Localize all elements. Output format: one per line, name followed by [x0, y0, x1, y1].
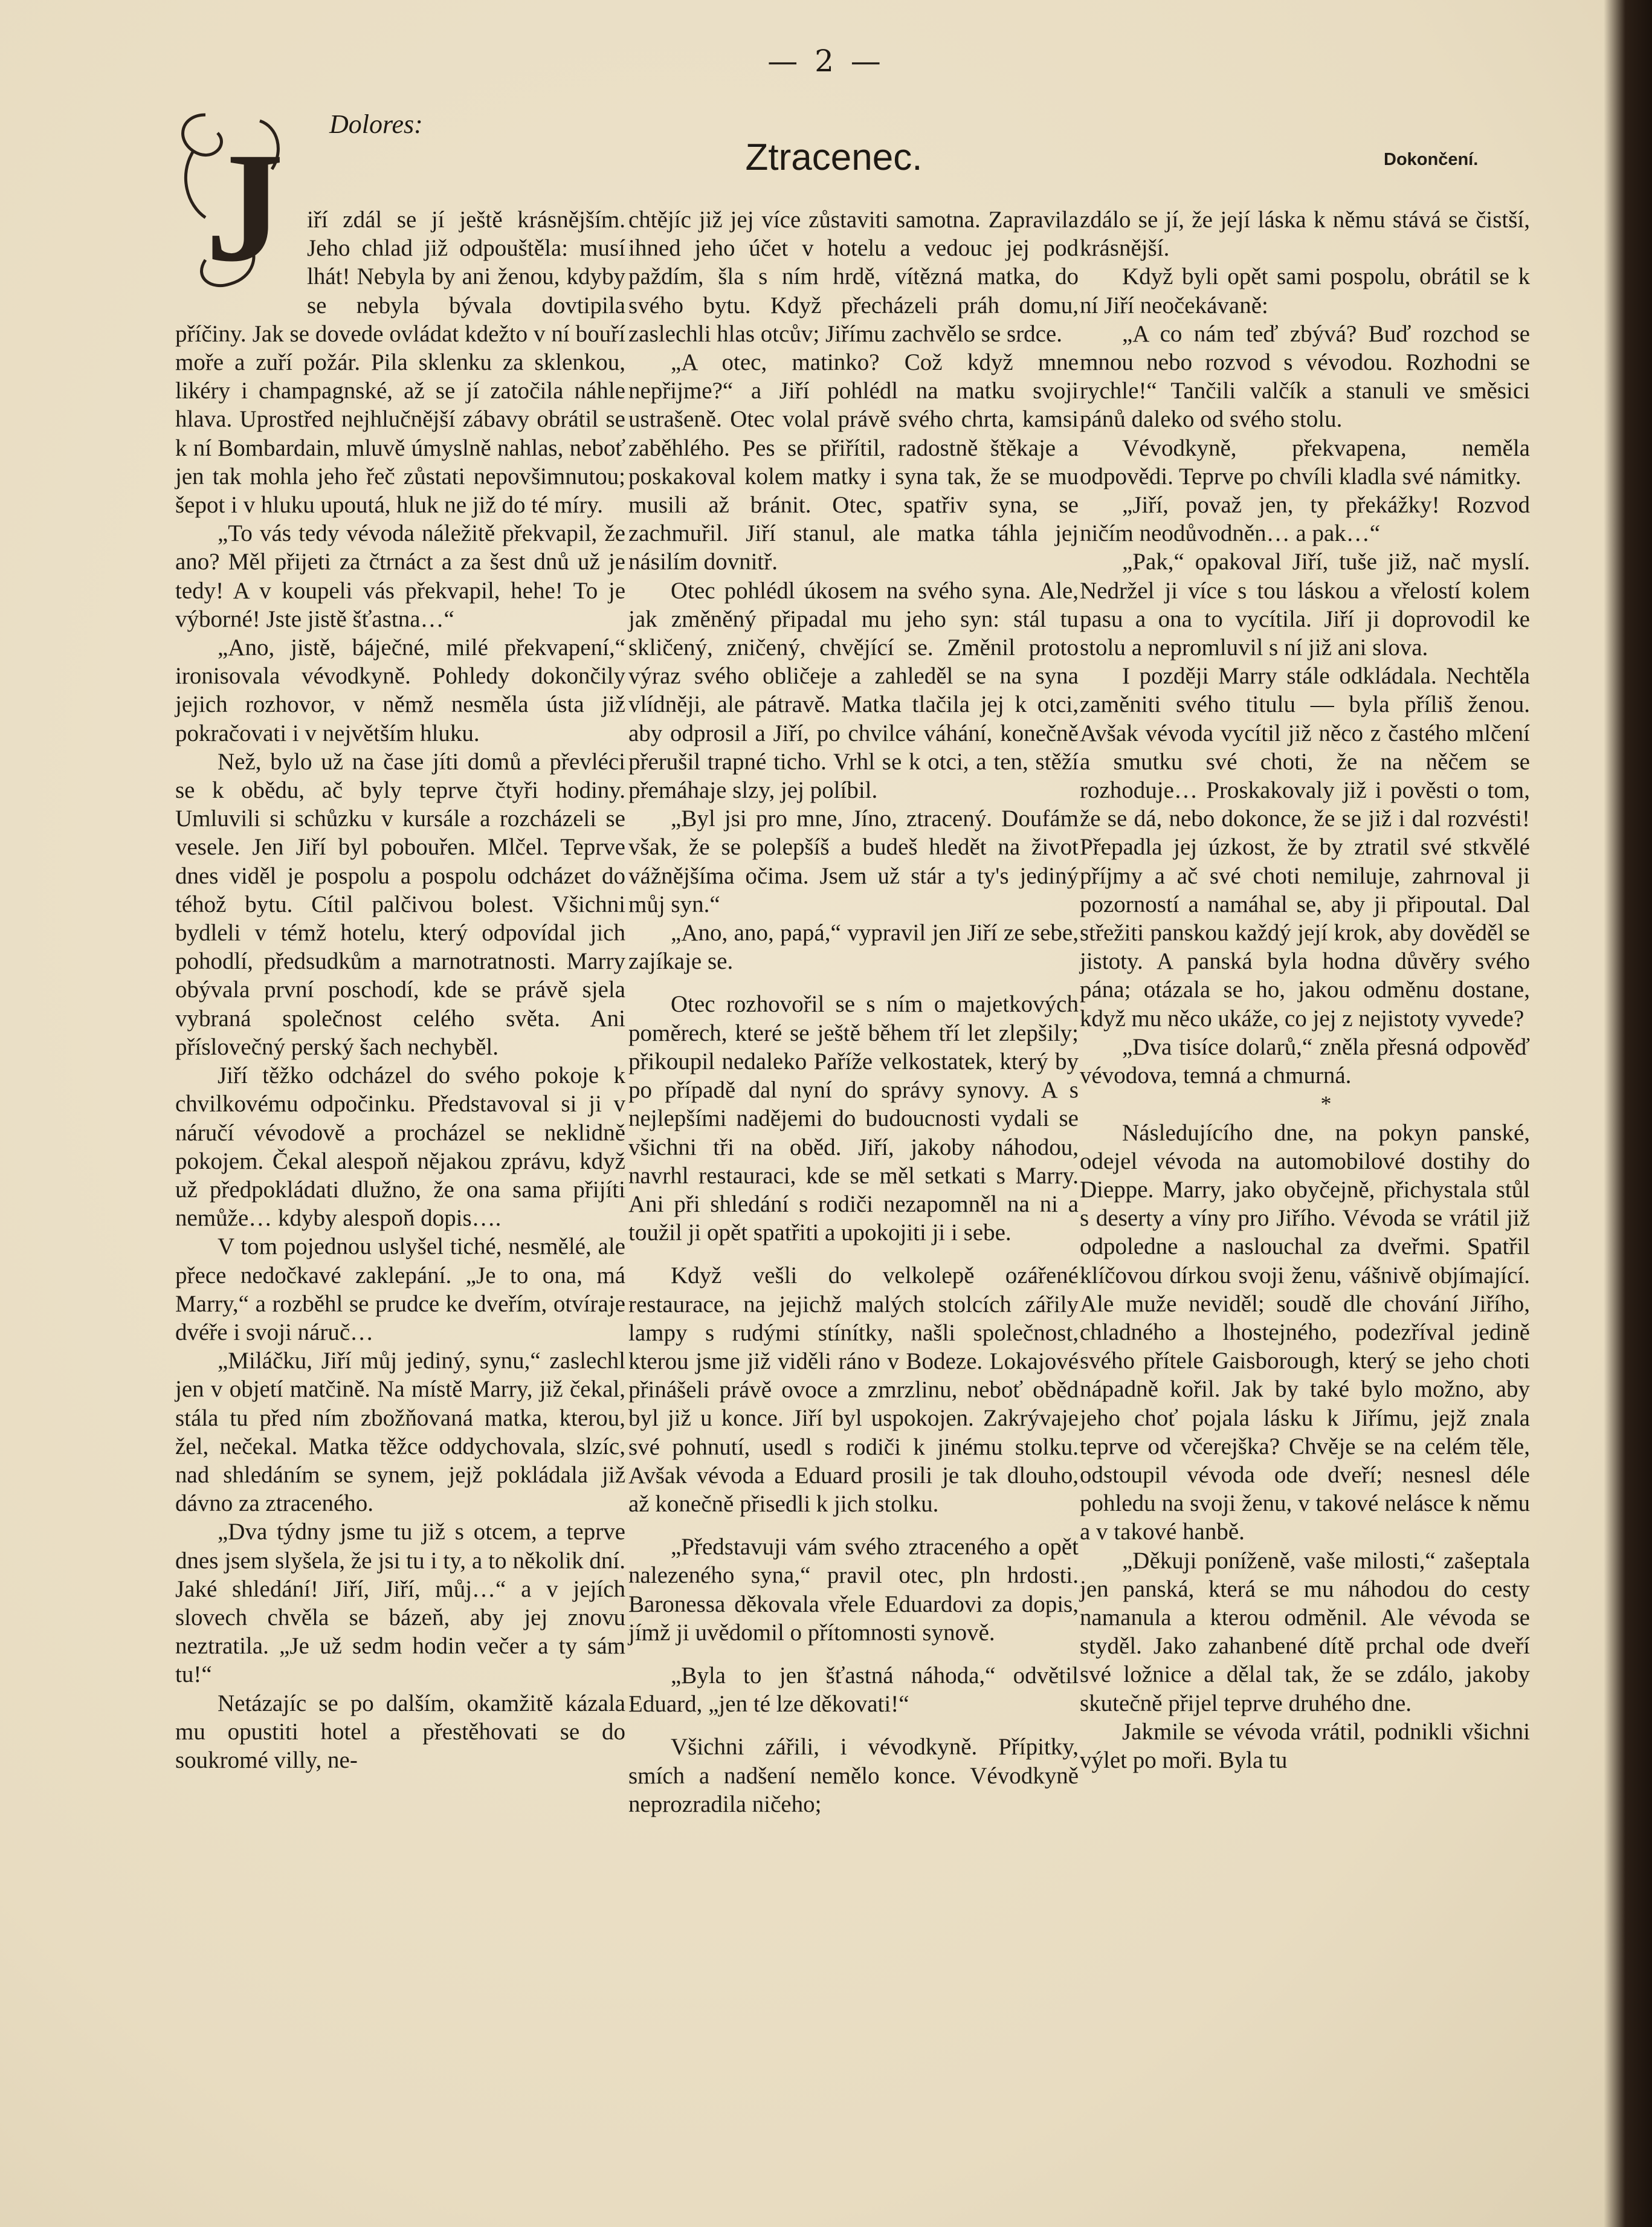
dropcap-flourish-left: [186, 151, 205, 218]
text-column-2: [628, 205, 1079, 1818]
paragraph: „Ano, ano, papá,“ vypravil jen Jiří ze sebe, zajíkaje se.: [628, 920, 1079, 975]
paragraph: zdálo se jí, že její láska k němu stává se čistší, krásnější.: [1080, 207, 1530, 262]
paragraph: Otec pohlédl úkosem na svého syna. Ale, jak změněný připadal mu jeho syn: stál tu skličený, zničený, chvějící se. Změnil proto výraz svého obličeje a zahleděl se na syna vlídněji, ale pátravě. Matka tlačila jej k otci, aby odprosil a Jiří, po chvilce váhání, konečně přerušil trapné ticho. Vrhl se k otci, a ten, stěží přemáhaje slzy, jej políbil.: [628, 577, 1079, 804]
paragraph: V tom pojednou uslyšel tiché, nesmělé, ale přece nedočkavé zaklepání. „Je to ona, má Marry,“ a rozběhl se prudce ke dveřím, otvíraje dvéře i svoji náruč…: [175, 1233, 625, 1345]
paragraph: Následujícího dne, na pokyn panské, odejel vévoda na automobilové dostihy do Dieppe. Marry, jako obyčejně, přichystala stůl s deserty a víny pro Jiřího. Vévoda se vrátil již odpoledne a naslouchal za dveřmi. Spatřil klíčovou dírkou svoji ženu, vášnivě objímající. Ale muže neviděl; soudě dle chování Jiřího, chladného a lhostejného, podezříval jedině svého přítele Gaisborough, který se jeho choti nápadně kořil. Jak by také bylo možno, aby jeho choť pojala lásku k Jiřímu, jejž znala teprve od včerejška? Chvěje se na celém těle, odstoupil vévoda ode dveří; nesnesl déle pohledu na svoji ženu, v takové nelásce k němu a v takové hanbě.: [1080, 1119, 1530, 1545]
paragraph: Vévodkyně, překvapena, neměla odpovědi. Teprve po chvíli kladla své námitky.: [1080, 435, 1530, 490]
paragraph: „Dva týdny jsme tu již s otcem, a teprve dnes jsem slyšela, že jsi tu i ty, a to několik dní. Jaké shledání! Jiří, Jiří, můj…“ a v jejích slovech chvěla se bázeň, aby jej znovu neztratila. „Je už sedm hodin večer a ty sám tu!“: [175, 1519, 625, 1688]
paragraph: „A co nám teď zbývá? Buď rozchod se mnou nebo rozvod s vévodou. Rozhodni se rychle!“ Tančili valčík a stanuli ve směsici pánů daleko od svého stolu.: [1080, 320, 1530, 433]
paragraph: Když byli opět sami pospolu, obrátil se k ní Jiří neočekávaně:: [1080, 263, 1530, 318]
author-name: Dolores:: [329, 109, 423, 139]
paragraph: „Děkuji poníženě, vaše milosti,“ zašeptala jen panská, která se mu náhodou do cesty namanula a kterou odměnil. Ale vévoda se styděl. Jako zahanbené dítě prchal ode dveří své ložnice a dělal tak, že se zdálo, jakoby skutečně přijel teprve druhého dne.: [1080, 1547, 1530, 1716]
paragraph: chtějíc již jej více zůstaviti samotna. Zapravila ihned jeho účet v hotelu a vedouc jej pod paždím, šla s ním hrdě, vítězná matka, do svého bytu. Když přecházeli práh domu, zaslechli hlas otcův; Jiřímu zachvělo se srdce.: [628, 207, 1079, 347]
paragraph: „Byl jsi pro mne, Jíno, ztracený. Doufám však, že se polepšíš a budeš hledět na život vážnějšíma očima. Jsem už stár a ty's jediný můj syn.“: [628, 806, 1079, 917]
paragraph: „Jiří, považ jen, ty překážky! Rozvod ničím neodůvodněn… a pak…“: [1080, 492, 1530, 547]
paragraph: „Představuji vám svého ztraceného a opět nalezeného syna,“ pravil otec, pln hrdosti. Baronessa děkovala vřele Eduardovi za dopis, jímž ji uvědomil o přítomnosti synově.: [628, 1534, 1079, 1646]
paragraph: „Dva tisíce dolarů,“ zněla přesná odpověď vévodova, temná a chmurná.: [1080, 1033, 1530, 1089]
paragraph: „Ano, jistě, báječné, milé překvapení,“ ironisovala vévodkyně. Pohledy dokončily jejich rozhovor, v němž nesměla ústa již pokračovati i v největším hluku.: [175, 635, 625, 746]
paragraph: Když vešli do velkolepě ozářené restaurace, na jejichž malých stolcích zářily lampy s rudými stínítky, našli společnost, kterou jsme již viděli ráno v Bodeze. Lokajové přinášeli právě ovoce a zmrzlinu, neboť oběd byl již u konce. Jiří byl uspokojen. Zakrývaje své pohnutí, usedl s rodiči k jinému stolku. Avšak vévoda a Eduard prosili je tak dlouho, až konečně přisedli k jich stolku.: [628, 1262, 1079, 1517]
page-number: — 2 —: [767, 44, 885, 79]
dropcap-letter: J: [205, 120, 284, 294]
paragraph: Všichni zářili, i vévodkyně. Přípitky, smích a nadšení nemělo konce. Vévodkyně neprozradila ničeho;: [628, 1734, 1079, 1817]
paragraph: Netázajíc se po dalším, okamžitě kázala mu opustiti hotel a přestěhovati se do soukromé villy, ne-: [175, 1690, 625, 1773]
text-column-3: [1080, 205, 1530, 1774]
paragraph: „A otec, matinko? Což když mne nepřijme?“ a Jiří pohlédl na matku svoji ustrašeně. Otec volal právě svého chrta, kamsi zaběhlého. Pes se přiřítil, radostně štěkaje a poskakoval kolem matky i syna tak, že se mu musili až bránit. Otec, spatřiv syna, se zachmuřil. Jiří stanul, ale matka táhla jej násilím dovnitř.: [628, 349, 1079, 575]
binding-shadow: [1604, 0, 1652, 2227]
paragraph: Jiří těžko odcházel do svého pokoje k chvilkovému odpočinku. Představoval si ji v náručí vévodově a procházel se neklidně pokojem. Čekal alespoň nějakou zprávu, když už předpokládati dlužno, že ona sama přijíti nemůže… kdyby alespoň dopis….: [175, 1062, 625, 1232]
paragraph: Než, bylo už na čase jíti domů a převléci se k obědu, ač byly teprve čtyři hodiny. Umluvili si schůzku v kursále a rozcházeli se vesele. Jen Jiří byl pobouřen. Mlčel. Teprve dnes viděl je pospolu a pospolu odcházet do téhož bytu. Cítil palčivou bolest. Všichni bydleli v témž hotelu, který odpovídal jich pohodlí, předsudkům a marnotratnosti. Marry obývala první poschodí, kde se právě sjela vybraná společnost celého světa. Ani příslovečný perský šach nechyběl.: [175, 748, 625, 1060]
paragraph: „Miláčku, Jiří můj jediný, synu,“ zaslechl jen v objetí matčině. Na místě Marry, již čekal, stála tu před ním zbožňovaná matka, kterou, žel, nečekal. Matka těžce oddychovala, slzíc, nad shledáním se synem, jejž pokládala již dávno za ztraceného.: [175, 1348, 625, 1517]
paragraph: „Pak,“ opakoval Jiří, tuše již, nač myslí. Nedržel ji více s tou láskou a vřelostí kolem pasu a ona to vycítila. Jiří ji doprovodil ke stolu a nepromluvil s ní již ani slova.: [1080, 549, 1530, 661]
paragraph: „Byla to jen šťastná náhoda,“ odvětil Eduard, „jen té lze děkovati!“: [628, 1662, 1079, 1718]
paragraph: „To vás tedy vévoda náležitě překvapil, že ano? Měl přijeti za čtrnáct a za šest dnů už je tedy! A v koupeli vás překvapil, hehe! To je výborné! Jste jistě šťastna…“: [175, 520, 625, 632]
paragraph: Jakmile se vévoda vrátil, podnikli všichni výlet po moři. Byla tu: [1080, 1718, 1530, 1773]
section-break-asterisk: *: [1320, 1091, 1332, 1116]
paragraph: I později Marry stále odkládala. Nechtěla zaměniti svého titulu — byla příliš ženou. Avšak vévoda vycítil již něco z častého mlčení a smutku své choti, že na něčem se rozhoduje… Proskakovaly již i pověsti o tom, že se dá, nebo dokonce, že se již i dal rozvésti! Přepadla jej úzkost, že by ztratil své stkvělé příjmy a ač své choti nemiluje, zahrnoval ji pozorností a namáhal se, aby ji připoutal. Dal střežiti panskou každý její krok, aby dověděl se jistoty. A panská byla hodna důvěry svého pána; otázala se ho, jakou odměnu dostane, když mu něco ukáže, co jej z nejistoty vyvede?: [1080, 663, 1530, 1032]
continued-note: Dokončení.: [1384, 150, 1479, 169]
story-title: Ztracenec.: [745, 137, 923, 178]
dropcap-ornament: [169, 103, 302, 296]
paragraph: Otec rozhovořil se s ním o majetkových poměrech, které se ještě během tří let zlepšily; přikoupil nedaleko Paříže velkostatek, který by po případě dal nyní do správy synovy. A s nejlepšími nadějemi do budoucnosti vydali se všichni tři na oběd. Jiří, jakoby náhodou, navrhl restauraci, kde se měl setkati s Marry. Ani při shledání s rodiči nezapomněl na ni a toužil ji opět spatřiti a upokojiti ji i sebe.: [628, 991, 1079, 1246]
paragraph: iří zdál se jí ještě krásnějším. Jeho chlad již odpouštěla: musí lhát! Nebyla by ani ženou, kdyby se nebyla bývala dovtipila příčiny. Jak se dovede ovládat kdežto v ní bouří moře a zuří požár. Pila sklenku za sklenkou, likéry i champagnské, až se jí zatočila náhle hlava. Uprostřed nejhlučnější zábavy obrátil se k ní Bombardain, mluvě úmyslně nahlas, neboť jen tak mohla jeho řeč zůstati nepovšimnutou; šepot i v hluku upoutá, hluk ne již do té míry.: [175, 207, 625, 519]
